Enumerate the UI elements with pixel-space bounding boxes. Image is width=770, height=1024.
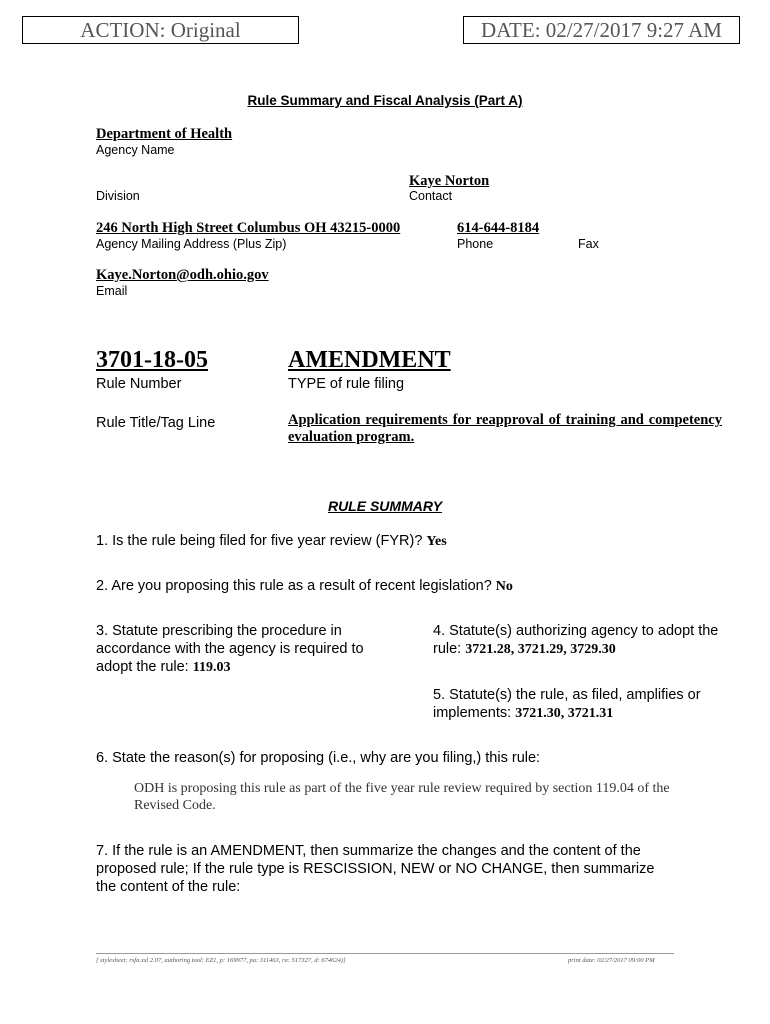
contact-name: Kaye Norton <box>409 173 490 189</box>
agency-phone: 614-644-8184 <box>457 220 540 236</box>
email-label: Email <box>96 284 128 298</box>
question-2-text: 2. Are you proposing this rule as a result of recent legislation? <box>96 578 492 594</box>
agency-name: Department of Health <box>96 126 233 142</box>
rule-number: 3701-18-05 <box>96 347 208 373</box>
agency-name-label: Agency Name <box>96 143 175 157</box>
rule-number-label: Rule Number <box>96 376 182 392</box>
phone-label: Phone <box>457 237 494 251</box>
date-box <box>463 16 740 44</box>
answer-1: Yes <box>426 534 447 549</box>
question-4-text: 4. Statute(s) authorizing agency to adopt the rule: <box>433 623 719 657</box>
rule-type: AMENDMENT <box>288 347 451 373</box>
fax-label: Fax <box>578 237 599 251</box>
question-3 <box>96 622 386 677</box>
answer-4: 3721.28, 3721.29, 3729.30 <box>465 642 616 657</box>
date-text: DATE: 02/27/2017 9:27 AM <box>481 18 722 42</box>
division-label: Division <box>96 189 140 203</box>
question-3-text: 3. Statute prescribing the procedure in accordance with the agency is required to adopt the rule: <box>96 623 364 675</box>
question-1-text: 1. Is the rule being filed for five year review (FYR)? <box>96 533 423 549</box>
address-label: Agency Mailing Address (Plus Zip) <box>96 237 287 251</box>
footer-print-date: print date: 02/27/2017 09:00 PM <box>568 957 655 964</box>
agency-address: 246 North High Street Columbus OH 43215-0000 <box>96 220 401 236</box>
rule-summary-heading: RULE SUMMARY <box>327 498 443 514</box>
answer-3: 119.03 <box>192 660 231 675</box>
agency-email: Kaye.Norton@odh.ohio.gov <box>96 267 269 283</box>
question-4 <box>433 622 723 659</box>
question-5-text: 5. Statute(s) the rule, as filed, amplifies or implements: <box>433 687 701 721</box>
footer-stylesheet-info: [ stylesheet: rsfa.xsl 2.07, authoring tool: EZ1, p: 169977, pa: 311463, ra: 517327, d: 674624)] <box>96 957 346 964</box>
rule-title-label: Rule Title/Tag Line <box>96 415 216 431</box>
answer-5: 3721.30, 3721.31 <box>515 706 614 721</box>
answer-6: ODH is proposing this rule as part of the five year rule review required by section 119.04 of the Revised Code. <box>134 781 670 813</box>
question-2 <box>96 577 513 596</box>
contact-label: Contact <box>409 189 453 203</box>
page-title: Rule Summary and Fiscal Analysis (Part A) <box>247 93 523 108</box>
rule-title: Application requirements for reapproval of training and competency evaluation program. <box>288 412 722 445</box>
action-text: ACTION: Original <box>80 18 241 42</box>
answer-2: No <box>495 579 513 594</box>
question-6: 6. State the reason(s) for proposing (i.e., why are you filing,) this rule: <box>96 750 541 766</box>
question-5 <box>433 686 723 723</box>
question-1 <box>96 532 447 551</box>
action-box <box>22 16 299 44</box>
question-7: 7. If the rule is an AMENDMENT, then summarize the changes and the content of the proposed rule; If the rule type is RESCISSION, NEW or NO CHANGE, then summarize the content of the rule: <box>96 843 655 895</box>
footer-divider <box>96 953 674 954</box>
rule-type-label: TYPE of rule filing <box>288 376 405 392</box>
